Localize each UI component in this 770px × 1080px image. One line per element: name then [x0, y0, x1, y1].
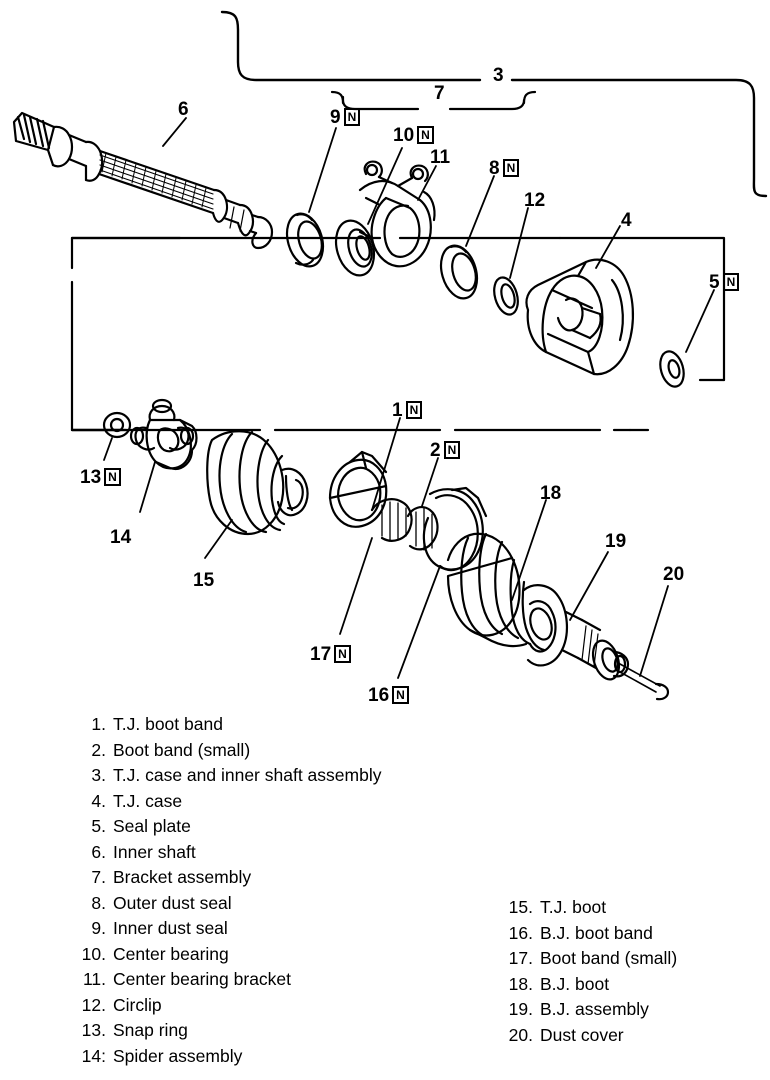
callout-8 [489, 159, 519, 178]
legend-text: Center bearing bracket [113, 969, 292, 989]
callout-label: 18 [540, 483, 562, 504]
legend-text: Bracket assembly [113, 867, 252, 887]
callout-label: 10 [393, 125, 415, 146]
n-mark-icon: N [444, 441, 461, 459]
n-mark-icon: N [417, 126, 434, 144]
callout-label: 20 [663, 564, 685, 585]
callout-label: 8 [489, 158, 500, 179]
legend-text: B.J. boot band [540, 922, 653, 943]
legend-number: 11. [82, 969, 106, 989]
legend-number: 7. [91, 867, 106, 887]
callout-label: 13 [80, 467, 102, 488]
legend-text: Outer dust seal [113, 892, 232, 913]
legend-item [503, 921, 677, 947]
callout-17 [310, 645, 351, 664]
legend-number: 5. [91, 816, 106, 836]
callout-9 [330, 108, 360, 127]
legend-text: Snap ring [113, 1020, 188, 1040]
legend-left-column [76, 712, 381, 1069]
legend-number: 8. [91, 892, 106, 913]
legend-text: Boot band (small) [113, 739, 251, 760]
callout-label: 2 [430, 440, 441, 461]
callout-10 [393, 126, 434, 145]
callout-label: 9 [330, 107, 341, 128]
callout-label: 16 [368, 685, 390, 706]
callout-20 [663, 565, 684, 584]
n-mark-icon: N [334, 645, 351, 663]
legend-item [503, 997, 677, 1023]
legend-text: T.J. case and inner shaft assembly [113, 765, 382, 785]
legend-number: 18. [508, 973, 533, 994]
callout-label: 1 [392, 400, 403, 421]
legend-item [76, 763, 381, 789]
n-mark-icon: N [503, 159, 520, 177]
callout-15 [193, 571, 214, 590]
legend-text: Seal plate [113, 816, 191, 836]
callout-16 [368, 686, 409, 705]
n-mark-icon: N [723, 273, 740, 291]
legend-number: 10. [81, 943, 106, 964]
callout-2 [430, 441, 460, 460]
callout-6 [178, 100, 189, 119]
legend-right-column [503, 895, 677, 1048]
callout-13 [80, 468, 121, 487]
n-mark-icon: N [406, 401, 423, 419]
legend-number: 15. [508, 897, 533, 917]
legend-item [503, 1023, 677, 1049]
legend-text: T.J. boot [540, 897, 607, 917]
n-mark-icon: N [392, 686, 409, 704]
legend-item [503, 972, 677, 998]
callout-label: 15 [193, 570, 215, 591]
callout-14 [110, 528, 131, 547]
callout-18 [540, 484, 561, 503]
legend-number: 3. [91, 765, 106, 785]
callout-label: 4 [621, 210, 632, 231]
legend-text: Inner shaft [113, 841, 196, 862]
legend-number: 1. [91, 714, 106, 734]
callout-label: 5 [709, 272, 720, 293]
callout-label: 12 [524, 190, 546, 211]
callout-label: 19 [605, 531, 627, 552]
callout-7 [434, 84, 445, 103]
legend-text: B.J. boot [540, 973, 610, 994]
legend-item [76, 942, 381, 968]
legend-text: T.J. case [113, 790, 183, 811]
legend-text: B.J. assembly [540, 999, 649, 1019]
legend-number: 13. [81, 1020, 106, 1040]
legend-number: 6. [91, 841, 106, 862]
n-mark-icon: N [104, 468, 121, 486]
legend-text: Circlip [113, 994, 162, 1015]
n-mark-icon: N [344, 108, 361, 126]
legend-item [76, 712, 381, 738]
legend-number: 9. [91, 918, 106, 938]
legend-text: Boot band (small) [540, 948, 678, 968]
callout-1 [392, 401, 422, 420]
callout-4 [621, 211, 632, 230]
legend-text: T.J. boot band [113, 714, 223, 734]
legend-item [76, 789, 381, 815]
legend-item [503, 946, 677, 972]
callout-label: 7 [434, 83, 445, 104]
legend-number: 19. [508, 999, 533, 1019]
legend-text: Inner dust seal [113, 918, 228, 938]
callout-label: 17 [310, 644, 332, 665]
callout-label: 14 [110, 527, 132, 548]
callout-11 [430, 148, 450, 167]
legend-number: 20. [508, 1024, 533, 1045]
callout-12 [524, 191, 545, 210]
legend-text: Center bearing [113, 943, 229, 964]
legend-text: Dust cover [540, 1024, 624, 1045]
callout-label: 11 [430, 147, 451, 168]
legend-item [76, 916, 381, 942]
legend-number: 4. [91, 790, 106, 811]
legend-item [76, 993, 381, 1019]
callout-label: 3 [493, 65, 504, 86]
legend-item [76, 738, 381, 764]
legend-item [76, 1044, 381, 1070]
legend-number: 17. [508, 948, 533, 968]
legend-item [76, 865, 381, 891]
legend-text: Spider assembly [113, 1045, 243, 1066]
legend-item [76, 840, 381, 866]
legend-item [76, 1018, 381, 1044]
legend-item [503, 895, 677, 921]
callout-5 [709, 273, 739, 292]
legend-item [76, 891, 381, 917]
callout-19 [605, 532, 626, 551]
callout-3 [493, 66, 504, 85]
legend-number: 12. [81, 994, 106, 1015]
legend-item [76, 814, 381, 840]
legend-item [76, 967, 381, 993]
callout-label: 6 [178, 99, 189, 120]
legend-number: 16. [508, 922, 533, 943]
legend-number: 2. [91, 739, 106, 760]
legend-number: 14: [81, 1045, 106, 1066]
